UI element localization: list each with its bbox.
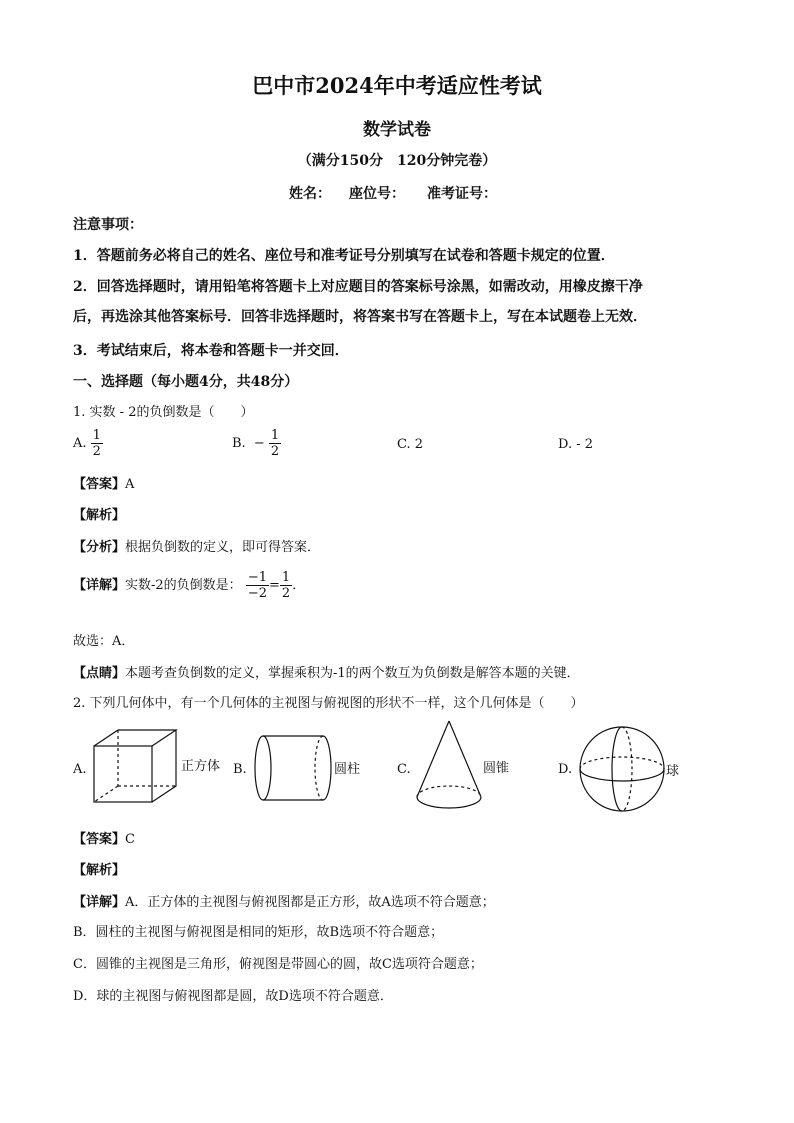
q1-stem: 1. 实数 - 2的负倒数是（ ） — [73, 405, 254, 420]
exam-title: 巴中市2024年中考适应性考试 — [252, 73, 542, 98]
q1-fenxi-text: 根据负倒数的定义，即可得答案． — [125, 540, 321, 555]
q1-option-b-fraction — [269, 428, 281, 459]
q2-detail-tag: 【详解】 — [73, 895, 126, 910]
q1-option-b-den: 2 — [270, 444, 280, 459]
q1-option-a-num: 1 — [92, 428, 101, 443]
q1-detail-num-2: 1 — [281, 570, 291, 585]
note-item-2b: 后，再选涂其他答案标号．回答非选择题时，将答案书写在答题卡上，写在本试题卷上无效． — [73, 309, 647, 325]
cylinder-figure — [252, 733, 334, 803]
q1-option-c: C. 2 — [397, 437, 424, 452]
exam-subject: 数学试卷 — [363, 120, 431, 140]
sphere-figure — [578, 725, 666, 813]
q2-option-a-name: 正方体 — [181, 759, 221, 774]
q1-detail-den-2: 2 — [281, 586, 291, 601]
q2-analysis-tag: 【解析】 — [73, 863, 126, 878]
q2-option-b-name: 圆柱 — [334, 762, 361, 777]
q1-answer-value: A — [125, 477, 135, 492]
note-item-1: 1．答题前务必将自己的姓名、座位号和准考证号分别填写在试卷和答题卡规定的位置． — [73, 248, 615, 264]
q2-option-a-label: A. — [73, 762, 87, 777]
q2-option-c-name: 圆锥 — [483, 761, 510, 776]
q1-option-d: D. - 2 — [558, 437, 594, 452]
exam-info: （满分150分 120分钟完卷） — [297, 153, 497, 169]
q1-detail-text: 实数-2的负倒数是： — [125, 578, 242, 593]
q1-comment — [73, 662, 580, 681]
q2-answer-value: C — [125, 832, 135, 847]
q1-fenxi-tag: 【分析】 — [73, 540, 126, 555]
q2-answer-tag: 【答案】 — [73, 832, 126, 847]
ticket-label: 准考证号： — [427, 186, 497, 202]
q2-option-d-name: 球 — [666, 764, 680, 779]
note-item-3: 3．考试结束后，将本卷和答题卡一并交回． — [73, 343, 349, 359]
q2-line-a: A．正方体的主视图与俯视图都是正方形，故A选项不符合题意； — [125, 895, 495, 910]
q1-option-a-den: 2 — [92, 444, 101, 459]
q1-choose: 故选：A． — [73, 634, 135, 649]
q2-detail-a — [73, 891, 495, 910]
q2-line-b: B．圆柱的主视图与俯视图是相同的矩形，故B选项不符合题意； — [73, 925, 444, 940]
q1-detail-tag: 【详解】 — [73, 578, 126, 593]
note-item-2a: 2．回答选择题时，请用铅笔将答题卡上对应题目的答案标号涂黑，如需改动，用橡皮擦干净 — [73, 279, 643, 295]
q1-detail-den-1: −2 — [247, 586, 267, 601]
q2-line-d: D．球的主视图与俯视图都是圆，故D选项不符合题意． — [73, 989, 393, 1004]
q2-line-c: C．圆锥的主视图是三角形，俯视图是带圆心的圆，故C选项符合题意； — [73, 957, 483, 972]
notes-heading: 注意事项： — [73, 217, 143, 233]
q1-analysis-tag: 【解析】 — [73, 508, 126, 523]
q1-answer-tag: 【答案】 — [73, 477, 126, 492]
q1-detail-fraction-1 — [246, 570, 269, 601]
q1-detail-end: ． — [292, 578, 306, 593]
q1-fenxi — [73, 536, 320, 555]
cube-figure — [90, 726, 182, 806]
q1-option-b — [232, 428, 281, 459]
q2-option-d-label: D. — [558, 762, 573, 777]
q1-comment-text: 本题考查负倒数的定义，掌握乘积为-1的两个数互为负倒数是解答本题的关键． — [125, 666, 580, 681]
q2-option-c-label: C. — [397, 762, 411, 777]
seat-label: 座位号： — [349, 186, 405, 202]
q1-detail-equals: = — [269, 578, 280, 593]
q1-option-a-fraction — [91, 428, 103, 459]
q1-option-b-label: B. — [232, 436, 246, 451]
q1-detail — [73, 570, 305, 601]
cone-figure — [414, 718, 484, 812]
q1-option-b-num: 1 — [270, 428, 280, 443]
q1-comment-tag: 【点睛】 — [73, 666, 126, 681]
q1-detail-num-1: −1 — [247, 570, 267, 585]
q1-option-a — [73, 428, 103, 459]
q2-option-b-label: B. — [233, 762, 247, 777]
q1-answer — [73, 473, 134, 492]
q1-detail-fraction-2 — [280, 570, 292, 601]
q1-option-a-label: A. — [73, 436, 87, 451]
q2-stem: 2. 下列几何体中，有一个几何体的主视图与俯视图的形状不一样，这个几何体是（ ） — [73, 696, 584, 711]
q1-option-b-sign: − — [253, 436, 265, 451]
q2-answer — [73, 828, 135, 847]
name-label: 姓名： — [289, 186, 331, 202]
section-1-heading: 一、选择题（每小题4分，共48分） — [73, 374, 299, 390]
